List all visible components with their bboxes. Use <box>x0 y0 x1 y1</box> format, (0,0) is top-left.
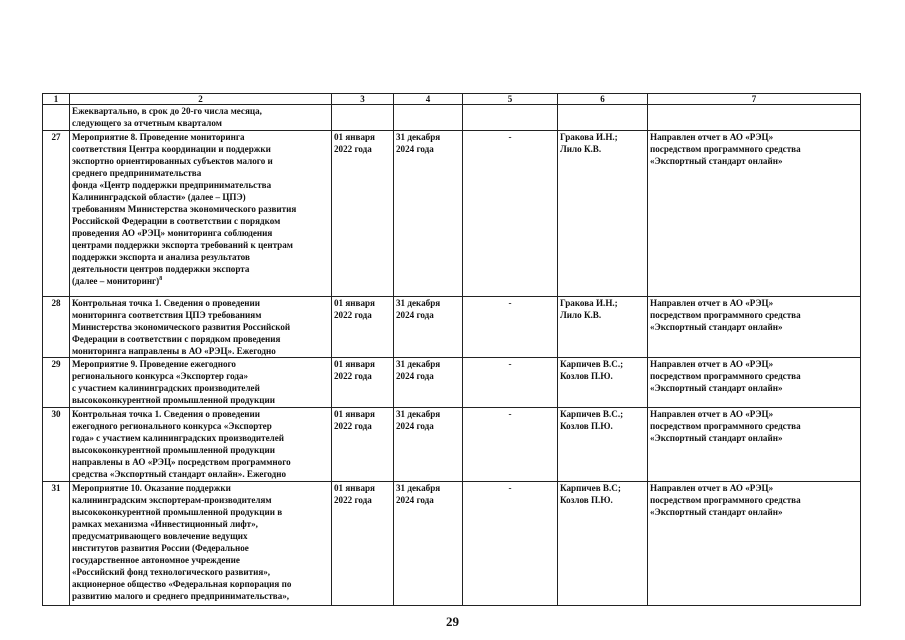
row-start-date: 01 января 2022 года <box>332 482 394 606</box>
row-description: Мероприятие 10. Оказание поддержки калининградским экспортерам-производителям высококонкурентной промышленной продукции в рамках механизма «Инвестиционный лифт», предусматривающего вовлечение ведущих институтов развития России (Федеральное государственное автономное учреждение «Российский фонд технологического развития», акционерное общество «Федеральная корпорация по развитию малого и среднего предпринимательства», <box>70 482 332 606</box>
row-end-date: 31 декабря 2024 года <box>394 482 463 606</box>
row-start-date: 01 января 2022 года <box>332 131 394 297</box>
description-text: Мероприятие 8. Проведение мониторинга соответствия Центра координации и поддержки экспортно ориентированных субъектов малого и среднего предпринимательства фонда «Центр поддержки предпринимательства Калининградской области» (далее – ЦПЭ) требованиям Министерства экономического развития Российской Федерации в соответствии с порядком проведения АО «РЭЦ» мониторинга соблюдения центрами поддержки экспорта требований к центрам поддержки экспорта и анализа результатов деятельности центров поддержки экспорта (далее – мониторинг) <box>72 132 297 286</box>
row-number: 30 <box>43 408 70 482</box>
row-end-date: 31 декабря 2024 года <box>394 297 463 358</box>
table-row <box>43 131 861 297</box>
table-row <box>43 408 861 482</box>
row-col5: - <box>463 131 558 297</box>
column-header-4: 4 <box>394 94 463 105</box>
column-header-6: 6 <box>558 94 648 105</box>
continuation-row <box>43 105 861 131</box>
page-number: 29 <box>446 614 459 629</box>
table-row <box>43 482 861 606</box>
cell-empty <box>332 105 394 131</box>
column-header-7: 7 <box>648 94 861 105</box>
row-number: 31 <box>43 482 70 606</box>
row-description <box>70 131 332 297</box>
row-col5: - <box>463 408 558 482</box>
row-number: 29 <box>43 358 70 408</box>
table-row <box>43 358 861 408</box>
row-end-date: 31 декабря 2024 года <box>394 358 463 408</box>
cell-empty <box>43 105 70 131</box>
row-end-date: 31 декабря 2024 года <box>394 408 463 482</box>
row-col5: - <box>463 482 558 606</box>
row-description: Контрольная точка 1. Сведения о проведении мониторинга соответствия ЦПЭ требованиям Министерства экономического развития Российской Федерации в соответствии с порядком проведения мониторинга направлены в АО «РЭЦ». Ежегодно <box>70 297 332 358</box>
cell-empty <box>463 105 558 131</box>
row-start-date: 01 января 2022 года <box>332 297 394 358</box>
row-result: Направлен отчет в АО «РЭЦ» посредством программного средства «Экспортный стандарт онлайн» <box>648 358 861 408</box>
row-start-date: 01 января 2022 года <box>332 408 394 482</box>
row-result: Направлен отчет в АО «РЭЦ» посредством программного средства «Экспортный стандарт онлайн» <box>648 131 861 297</box>
row-col5: - <box>463 358 558 408</box>
row-result: Направлен отчет в АО «РЭЦ» посредством программного средства «Экспортный стандарт онлайн» <box>648 297 861 358</box>
continuation-text: Ежеквартально, в срок до 20-го числа месяца, следующего за отчетным кварталом <box>70 105 332 131</box>
column-header-2: 2 <box>70 94 332 105</box>
row-responsible: Карпичев В.С; Козлов П.Ю. <box>558 482 648 606</box>
cell-empty <box>648 105 861 131</box>
row-responsible: Гракова И.Н.; Лило К.В. <box>558 131 648 297</box>
column-header-3: 3 <box>332 94 394 105</box>
row-start-date: 01 января 2022 года <box>332 358 394 408</box>
plan-table <box>42 93 861 606</box>
table-row <box>43 297 861 358</box>
row-responsible: Гракова И.Н.; Лило К.В. <box>558 297 648 358</box>
column-header-5: 5 <box>463 94 558 105</box>
footnote-marker: 8 <box>159 275 163 282</box>
row-result: Направлен отчет в АО «РЭЦ» посредством программного средства «Экспортный стандарт онлайн» <box>648 482 861 606</box>
row-number: 27 <box>43 131 70 297</box>
row-responsible: Карпичев В.С.; Козлов П.Ю. <box>558 358 648 408</box>
cell-empty <box>558 105 648 131</box>
row-result: Направлен отчет в АО «РЭЦ» посредством программного средства «Экспортный стандарт онлайн» <box>648 408 861 482</box>
row-end-date: 31 декабря 2024 года <box>394 131 463 297</box>
column-header-1: 1 <box>43 94 70 105</box>
row-responsible: Карпичев В.С.; Козлов П.Ю. <box>558 408 648 482</box>
row-col5: - <box>463 297 558 358</box>
cell-empty <box>394 105 463 131</box>
row-number: 28 <box>43 297 70 358</box>
header-row <box>43 94 861 105</box>
row-description: Контрольная точка 1. Сведения о проведении ежегодного регионального конкурса «Экспортер года» с участием калининградских производителей высококонкурентной промышленной продукции направлены в АО «РЭЦ» посредством программного средства «Экспортный стандарт онлайн». Ежегодно <box>70 408 332 482</box>
row-description: Мероприятие 9. Проведение ежегодного регионального конкурса «Экспортер года» с участием калининградских производителей высококонкурентной промышленной продукции <box>70 358 332 408</box>
